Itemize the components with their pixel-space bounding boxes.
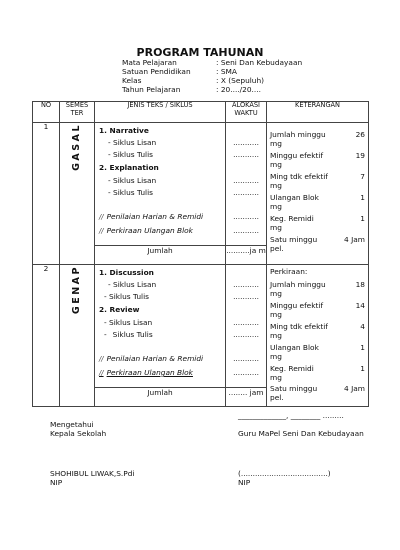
header-no: NO [33, 102, 60, 123]
ket-label: Minggu efektif [270, 301, 324, 310]
document-meta [122, 59, 302, 95]
footer-mengetahui: Mengetahui [50, 420, 94, 429]
ket-value: 18 [355, 280, 365, 289]
row-alokasi [226, 265, 267, 407]
keterangan-item [270, 236, 365, 254]
section-item: 1. Narrative [99, 126, 149, 135]
ket-unit: mg [270, 180, 282, 190]
section-item-text: Perkiraan Ulangan Blok [106, 368, 193, 377]
alokasi-dots: ........... [233, 226, 259, 235]
row-semester [60, 123, 95, 265]
alokasi-dots: ........... [233, 292, 259, 301]
row-no: 1 [33, 123, 60, 265]
meta-value: : 20..../20.... [216, 85, 261, 94]
alokasi-dots: ........... [233, 176, 259, 185]
sum-value: ..........ja m [226, 246, 266, 255]
ket-value: 1 [360, 364, 365, 373]
bullet-icon: // [99, 213, 104, 221]
section-item: - Siklus Tulis [108, 188, 154, 197]
alokasi-dots: ........... [233, 138, 259, 147]
section-item-ital [99, 369, 223, 378]
row-semester [60, 265, 95, 407]
ket-value: 19 [355, 151, 365, 160]
ket-unit: mg [270, 372, 282, 382]
section-item: - Siklus Lisan [108, 280, 157, 289]
meta-value: : SMA [216, 67, 237, 76]
section-item-text: Siklus Tulis [112, 330, 153, 339]
ket-unit: mg [270, 159, 282, 169]
section-item-ital [99, 227, 223, 236]
footer-kepala: Kepala Sekolah [50, 429, 107, 438]
header-jenis: JENIS TEKS / SIKLUS [95, 102, 226, 123]
alokasi-dots: ........... [233, 212, 259, 221]
ket-unit: mg [270, 330, 282, 340]
ket-unit: mg [270, 138, 282, 148]
ket-value: 4 Jam [344, 384, 365, 393]
footer-guru-nip: NIP [238, 478, 251, 487]
program-table [32, 101, 369, 407]
ket-value: 1 [360, 343, 365, 352]
section-item-ital [99, 213, 223, 222]
row-alokasi [226, 123, 267, 265]
section-item-ital [99, 355, 223, 364]
ket-label: Jumlah minggu [270, 130, 326, 139]
header-alokasi: ALOKASI WAKTU [226, 102, 267, 123]
keterangan-item [270, 131, 365, 149]
ket-value: 1 [360, 214, 365, 223]
keterangan-title: Perkiraan: [270, 267, 308, 276]
section-item: - Siklus Tulis [104, 292, 150, 301]
ket-label: Satu minggu [270, 235, 318, 244]
keterangan-item [270, 344, 365, 362]
footer-kepala-nip: NIP [50, 478, 63, 487]
table-header-row [33, 102, 369, 123]
semester-label: GASAL [71, 123, 83, 171]
ket-value: 1 [360, 193, 365, 202]
ket-label: Keg. Remidi [270, 364, 314, 373]
keterangan-item [270, 281, 365, 299]
meta-value: : X (Sepuluh) [216, 76, 265, 85]
ket-unit: mg [270, 309, 282, 319]
semester-label: GENAP [71, 265, 83, 315]
row-jenis [95, 123, 226, 265]
ket-label: Ulangan Blok [270, 343, 319, 352]
keterangan-item [270, 215, 365, 233]
section-item-text: Penilaian Harian & Remidi [106, 212, 204, 221]
meta-row-satuan [122, 68, 302, 77]
footer-date: _____________, ________ ......... [238, 411, 344, 420]
footer-guru-name: (.....................................) [238, 469, 331, 478]
ket-label: Minggu efektif [270, 151, 324, 160]
keterangan-item [270, 385, 365, 403]
ket-value: 4 Jam [344, 235, 365, 244]
sum-row [226, 387, 266, 406]
ket-label: Satu minggu [270, 384, 318, 393]
section-item: 2. Explanation [99, 163, 159, 172]
ket-value: 7 [360, 172, 365, 181]
ket-label: Jumlah minggu [270, 280, 326, 289]
meta-value: : Seni Dan Kebudayaan [216, 58, 303, 67]
meta-row-tahun [122, 86, 302, 95]
sum-label: Jumlah [147, 246, 173, 255]
footer-kepala-name: SHOHIBUL LIWAK,S.Pdi [50, 469, 135, 478]
ket-label: Ulangan Blok [270, 193, 319, 202]
section-item: - Siklus Lisan [108, 176, 157, 185]
ket-unit: mg [270, 351, 282, 361]
ket-value: 26 [355, 130, 365, 139]
section-item: - Siklus Tulis [108, 150, 154, 159]
sum-row [95, 387, 225, 406]
header-keterangan: KETERANGAN [267, 102, 369, 123]
meta-label: Mata Pelajaran [122, 58, 177, 67]
row-jenis [95, 265, 226, 407]
keterangan-item [270, 194, 365, 212]
keterangan-item [270, 302, 365, 320]
ket-value: 4 [360, 322, 365, 331]
alokasi-dots: ........... [233, 188, 259, 197]
page-title: PROGRAM TAHUNAN [136, 46, 264, 59]
alokasi-dots: ........... [233, 150, 259, 159]
alokasi-dots: ........... [233, 318, 259, 327]
section-item-text: Penilaian Harian & Remidi [106, 354, 204, 363]
row-keterangan [267, 265, 369, 407]
keterangan-item [270, 323, 365, 341]
ket-value: 14 [355, 301, 365, 310]
sum-row [95, 245, 225, 264]
alokasi-dots: ........... [233, 368, 259, 377]
ket-unit: mg [270, 222, 282, 232]
sum-value: ........ jam [228, 388, 264, 397]
ket-label: Ming tdk efektif [270, 322, 328, 331]
meta-label: Satuan Pendidikan [122, 67, 191, 76]
section-item: - Siklus Lisan [108, 138, 157, 147]
ket-label: Ming tdk efektif [270, 172, 328, 181]
alokasi-dots: ........... [233, 330, 259, 339]
row-no: 2 [33, 265, 60, 407]
dash-icon: - [104, 330, 107, 339]
table-row [33, 123, 369, 265]
ket-unit: mg [270, 201, 282, 211]
alokasi-dots: ........... [233, 280, 259, 289]
alokasi-dots: ........... [233, 354, 259, 363]
keterangan-item [270, 152, 365, 170]
ket-unit: pel. [270, 392, 284, 402]
section-item-text: Perkiraan Ulangan Blok [106, 226, 193, 235]
section-item: 1. Discussion [99, 268, 154, 277]
bullet-icon: // [99, 369, 104, 377]
header-semester: SEMES TER [60, 102, 95, 123]
row-keterangan [267, 123, 369, 265]
section-item [104, 331, 223, 340]
ket-unit: pel. [270, 243, 284, 253]
ket-label: Keg. Remidi [270, 214, 314, 223]
ket-unit: mg [270, 288, 282, 298]
keterangan-item [270, 173, 365, 191]
meta-label: Kelas [122, 76, 142, 85]
bullet-icon: // [99, 227, 104, 235]
table-row [33, 265, 369, 407]
sum-row [226, 245, 266, 264]
keterangan-item [270, 365, 365, 383]
bullet-icon: // [99, 355, 104, 363]
meta-label: Tahun Pelajaran [122, 85, 181, 94]
sum-label: Jumlah [147, 388, 173, 397]
section-item: - Siklus Lisan [104, 318, 153, 327]
footer-guru: Guru MaPel Seni Dan Kebudayaan [238, 429, 364, 438]
section-item: 2. Review [99, 305, 140, 314]
